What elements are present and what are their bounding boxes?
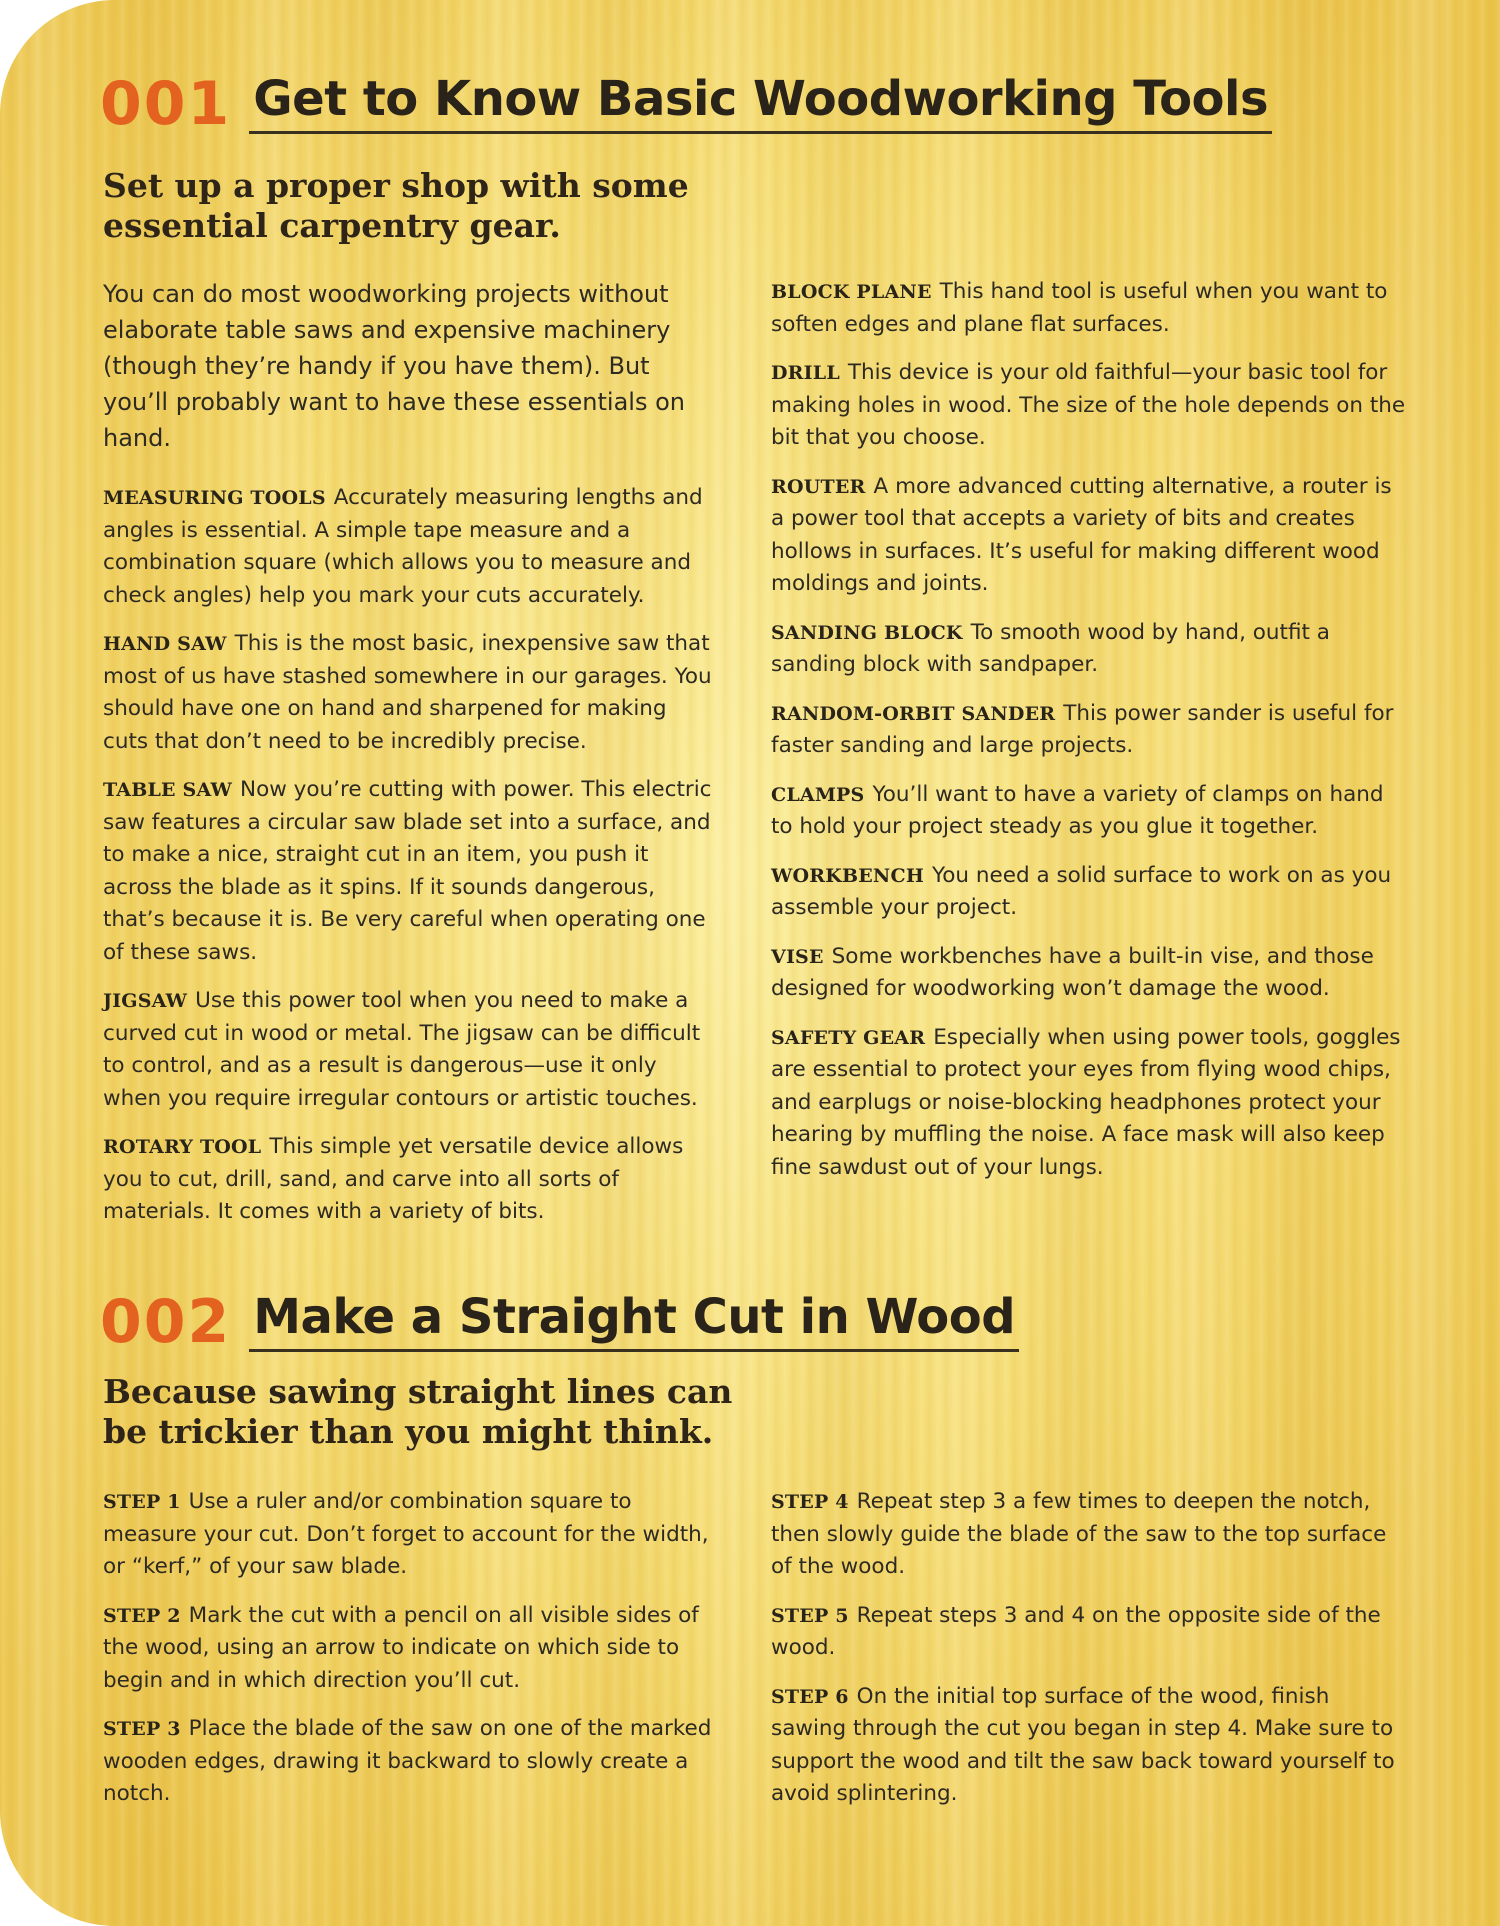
step-label: STEP 1 bbox=[103, 1491, 181, 1513]
step-entry-5 bbox=[771, 1600, 1411, 1665]
tool-description: This device is your old faithful—your basic tool for making holes in wood. The size of the hole depends on the bit that you choose. bbox=[771, 360, 1406, 450]
section-heading bbox=[100, 69, 1272, 140]
tool-description: This hand tool is useful when you want to soften edges and plane flat surfaces. bbox=[771, 279, 1388, 337]
section-subtitle: Set up a proper shop with some essential carpentry gear. bbox=[103, 166, 689, 245]
tool-label: ROTARY TOOL bbox=[103, 1136, 262, 1158]
tool-label: SAFETY GEAR bbox=[771, 1026, 926, 1049]
section-number: 001 bbox=[100, 69, 232, 140]
tool-entry-block-plane bbox=[771, 276, 1411, 341]
section-title: Make a Straight Cut in Wood bbox=[249, 1290, 1019, 1352]
tool-entry-measuring-tools bbox=[103, 482, 713, 612]
tool-label: RANDOM-ORBIT SANDER bbox=[771, 702, 1056, 725]
tool-entry-random-orbit-sander bbox=[771, 698, 1411, 763]
tool-label: TABLE SAW bbox=[103, 779, 233, 801]
right-column bbox=[771, 1486, 1411, 1827]
tool-description: This is the most basic, inexpensive saw that most of us have stashed somewhere in our garages. You should have one on hand and sharpened for making cuts that don’t need to be incredibly precise. bbox=[103, 631, 712, 754]
step-entry-4 bbox=[771, 1486, 1411, 1584]
step-label: STEP 4 bbox=[771, 1491, 849, 1513]
intro-paragraph: You can do most woodworking projects without elaborate table saws and expensive machinery (though they’re handy if you have them). But you’ll probably want to have these essentials on hand. bbox=[103, 280, 685, 452]
step-entry-2 bbox=[103, 1600, 713, 1698]
tool-label: CLAMPS bbox=[771, 783, 865, 806]
step-label: STEP 6 bbox=[771, 1685, 849, 1708]
tool-label: BLOCK PLANE bbox=[771, 281, 932, 303]
tool-entry-sanding-block bbox=[771, 617, 1411, 682]
tool-label: VISE bbox=[771, 945, 824, 968]
tool-description: Now you’re cutting with power. This electric saw features a circular saw blade set into a surface, and to make a nice, straight cut in an item, you push it across the blade as it spins. If it sounds dangerous, that’s because it is. Be very careful when operating one of these saws. bbox=[103, 777, 712, 965]
tool-label: JIGSAW bbox=[103, 990, 188, 1012]
tool-label: HAND SAW bbox=[103, 633, 227, 655]
step-text: Place the blade of the saw on one of the marked wooden edges, drawing it backward to slowly create a notch. bbox=[103, 1716, 712, 1806]
tool-description: A more advanced cutting alternative, a router is a power tool that accepts a variety of bits and creates hollows in surfaces. It’s useful for making different wood moldings and joints. bbox=[771, 473, 1392, 596]
tool-entry-workbench bbox=[771, 860, 1411, 925]
tool-description: You’ll want to have a variety of clamps on hand to hold your project steady as you glue it together. bbox=[771, 781, 1384, 839]
step-text: On the initial top surface of the wood, finish sawing through the cut you began in step 4. Make sure to support the wood and tilt the saw back toward yourself to avoid splintering. bbox=[771, 1683, 1395, 1806]
left-column bbox=[103, 1486, 713, 1827]
tool-label: SANDING BLOCK bbox=[771, 621, 963, 644]
tool-entry-router bbox=[771, 471, 1411, 601]
step-entry-3 bbox=[103, 1713, 713, 1811]
left-column bbox=[103, 276, 713, 1245]
tool-entry-safety-gear bbox=[771, 1022, 1411, 1185]
step-text: Use a ruler and/or combination square to measure your cut. Don’t forget to account for the width, or “kerf,” of your saw blade. bbox=[103, 1489, 709, 1579]
tool-description: This power sander is useful for faster sanding and large projects. bbox=[771, 700, 1394, 758]
step-entry-6 bbox=[771, 1681, 1411, 1811]
tool-entry-jigsaw bbox=[103, 985, 713, 1115]
tool-label: MEASURING TOOLS bbox=[103, 487, 326, 509]
tool-description: Use this power tool when you need to make a curved cut in wood or metal. The jigsaw can be difficult to control, and as a result is dangerous—use it only when you require irregular contours or artistic touches. bbox=[103, 988, 701, 1111]
step-label: STEP 2 bbox=[103, 1604, 181, 1627]
tool-entry-rotary-tool bbox=[103, 1131, 713, 1229]
tool-description: Accurately measuring lengths and angles is essential. A simple tape measure and a combination square (which allows you to measure and check angles) help you mark your cuts accurately. bbox=[103, 485, 703, 608]
step-text: Repeat step 3 a few times to deepen the notch, then slowly guide the blade of the saw to the top surface of the wood. bbox=[771, 1489, 1387, 1579]
section-heading bbox=[100, 1287, 1019, 1358]
step-text: Mark the cut with a pencil on all visible sides of the wood, using an arrow to indicate on which side to begin and in which direction you’ll cut. bbox=[103, 1602, 699, 1693]
tool-label: ROUTER bbox=[771, 475, 866, 498]
right-column bbox=[771, 276, 1411, 1200]
section-title: Get to Know Basic Woodworking Tools bbox=[249, 72, 1272, 134]
tool-label: WORKBENCH bbox=[771, 864, 924, 887]
tool-description: To smooth wood by hand, outfit a sanding block with sandpaper. bbox=[771, 619, 1330, 677]
tool-entry-drill bbox=[771, 357, 1411, 455]
tool-label: DRILL bbox=[771, 362, 840, 384]
tool-entry-clamps bbox=[771, 779, 1411, 844]
section-number: 002 bbox=[100, 1287, 232, 1358]
section-subtitle: Because sawing straight lines can be trickier than you might think. bbox=[103, 1372, 733, 1451]
step-entry-1 bbox=[103, 1486, 713, 1584]
tool-entry-vise bbox=[771, 941, 1411, 1006]
tool-description: This simple yet versatile device allows you to cut, drill, sand, and carve into all sorts of materials. It comes with a variety of bits. bbox=[103, 1134, 684, 1224]
step-label: STEP 5 bbox=[771, 1604, 849, 1627]
tool-description: You need a solid surface to work on as you assemble your project. bbox=[771, 862, 1392, 920]
tool-entry-hand-saw bbox=[103, 628, 713, 758]
tool-entry-table-saw bbox=[103, 774, 713, 969]
step-label: STEP 3 bbox=[103, 1718, 181, 1740]
tool-description: Especially when using power tools, goggles are essential to protect your eyes from flying wood chips, and earplugs or noise-blocking headphones protect your hearing by muffling the noise. A face mask will also keep fine sawdust out of your lungs. bbox=[771, 1024, 1401, 1180]
tool-description: Some workbenches have a built-in vise, and those designed for woodworking won’t damage the wood. bbox=[771, 943, 1374, 1001]
step-text: Repeat steps 3 and 4 on the opposite side of the wood. bbox=[771, 1602, 1381, 1660]
